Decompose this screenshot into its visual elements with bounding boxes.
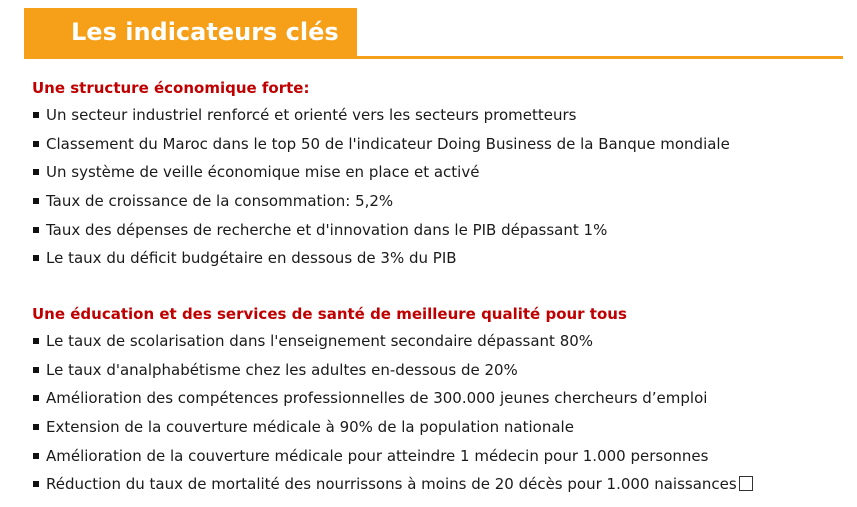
list-item-text: Amélioration de la couverture médicale pour atteindre 1 médecin pour 1.000 personnes (46, 446, 709, 465)
page-title: Les indicateurs clés (71, 18, 339, 46)
list-item-text: Le taux de scolarisation dans l'enseignement secondaire dépassant 80% (46, 332, 594, 350)
list-item-text: Taux de croissance de la consommation: 5,2% (46, 192, 394, 211)
section-economic-structure (32, 75, 832, 273)
list-item (32, 384, 832, 413)
list-item-text: Classement du Maroc dans le top 50 de l'indicateur Doing Business de la Banque mondiale (46, 134, 730, 153)
square-bullet-icon (33, 112, 39, 118)
bullet-list (32, 327, 832, 499)
square-bullet-icon (33, 227, 39, 233)
list-item (32, 442, 832, 471)
list-item (32, 413, 832, 442)
square-bullet-icon (33, 453, 39, 459)
square-bullet-icon (33, 338, 39, 344)
list-item (32, 327, 832, 356)
list-item-text: Amélioration des compétences professionnelles de 300.000 jeunes chercheurs d’emploi (46, 389, 708, 408)
list-item-text: Extension de la couverture médicale à 90% de la population nationale (46, 418, 574, 437)
list-item-text: Un secteur industriel renforcé et orienté vers les secteurs prometteurs (46, 106, 577, 124)
list-item (32, 470, 832, 499)
square-bullet-icon (33, 367, 39, 373)
square-bullet-icon (33, 481, 39, 487)
square-bullet-icon (33, 141, 39, 147)
empty-checkbox-glyph-icon (739, 476, 753, 491)
list-item (32, 158, 832, 187)
square-bullet-icon (33, 424, 39, 430)
list-item (32, 216, 832, 245)
section-education-health (32, 301, 832, 499)
square-bullet-icon (33, 169, 39, 175)
list-item-text: Le taux d'analphabétisme chez les adultes en-dessous de 20% (46, 360, 518, 379)
header-divider (24, 56, 843, 59)
list-item-text: Réduction du taux de mortalité des nourrissons à moins de 20 décès pour 1.000 naissances (46, 475, 737, 494)
list-item (32, 244, 832, 273)
square-bullet-icon (33, 255, 39, 261)
bullet-list (32, 101, 832, 273)
list-item-text: Le taux du déficit budgétaire en dessous de 3% du PIB (46, 249, 457, 268)
list-item (32, 356, 832, 385)
square-bullet-icon (33, 395, 39, 401)
section-heading: Une structure économique forte: (32, 79, 310, 97)
list-item (32, 130, 832, 159)
list-item-text: Un système de veille économique mise en place et activé (46, 163, 480, 182)
list-item (32, 187, 832, 216)
section-heading: Une éducation et des services de santé de meilleure qualité pour tous (32, 305, 627, 323)
list-item (32, 101, 832, 130)
list-item-text: Taux des dépenses de recherche et d'innovation dans le PIB dépassant 1% (46, 220, 608, 239)
square-bullet-icon (33, 198, 39, 204)
